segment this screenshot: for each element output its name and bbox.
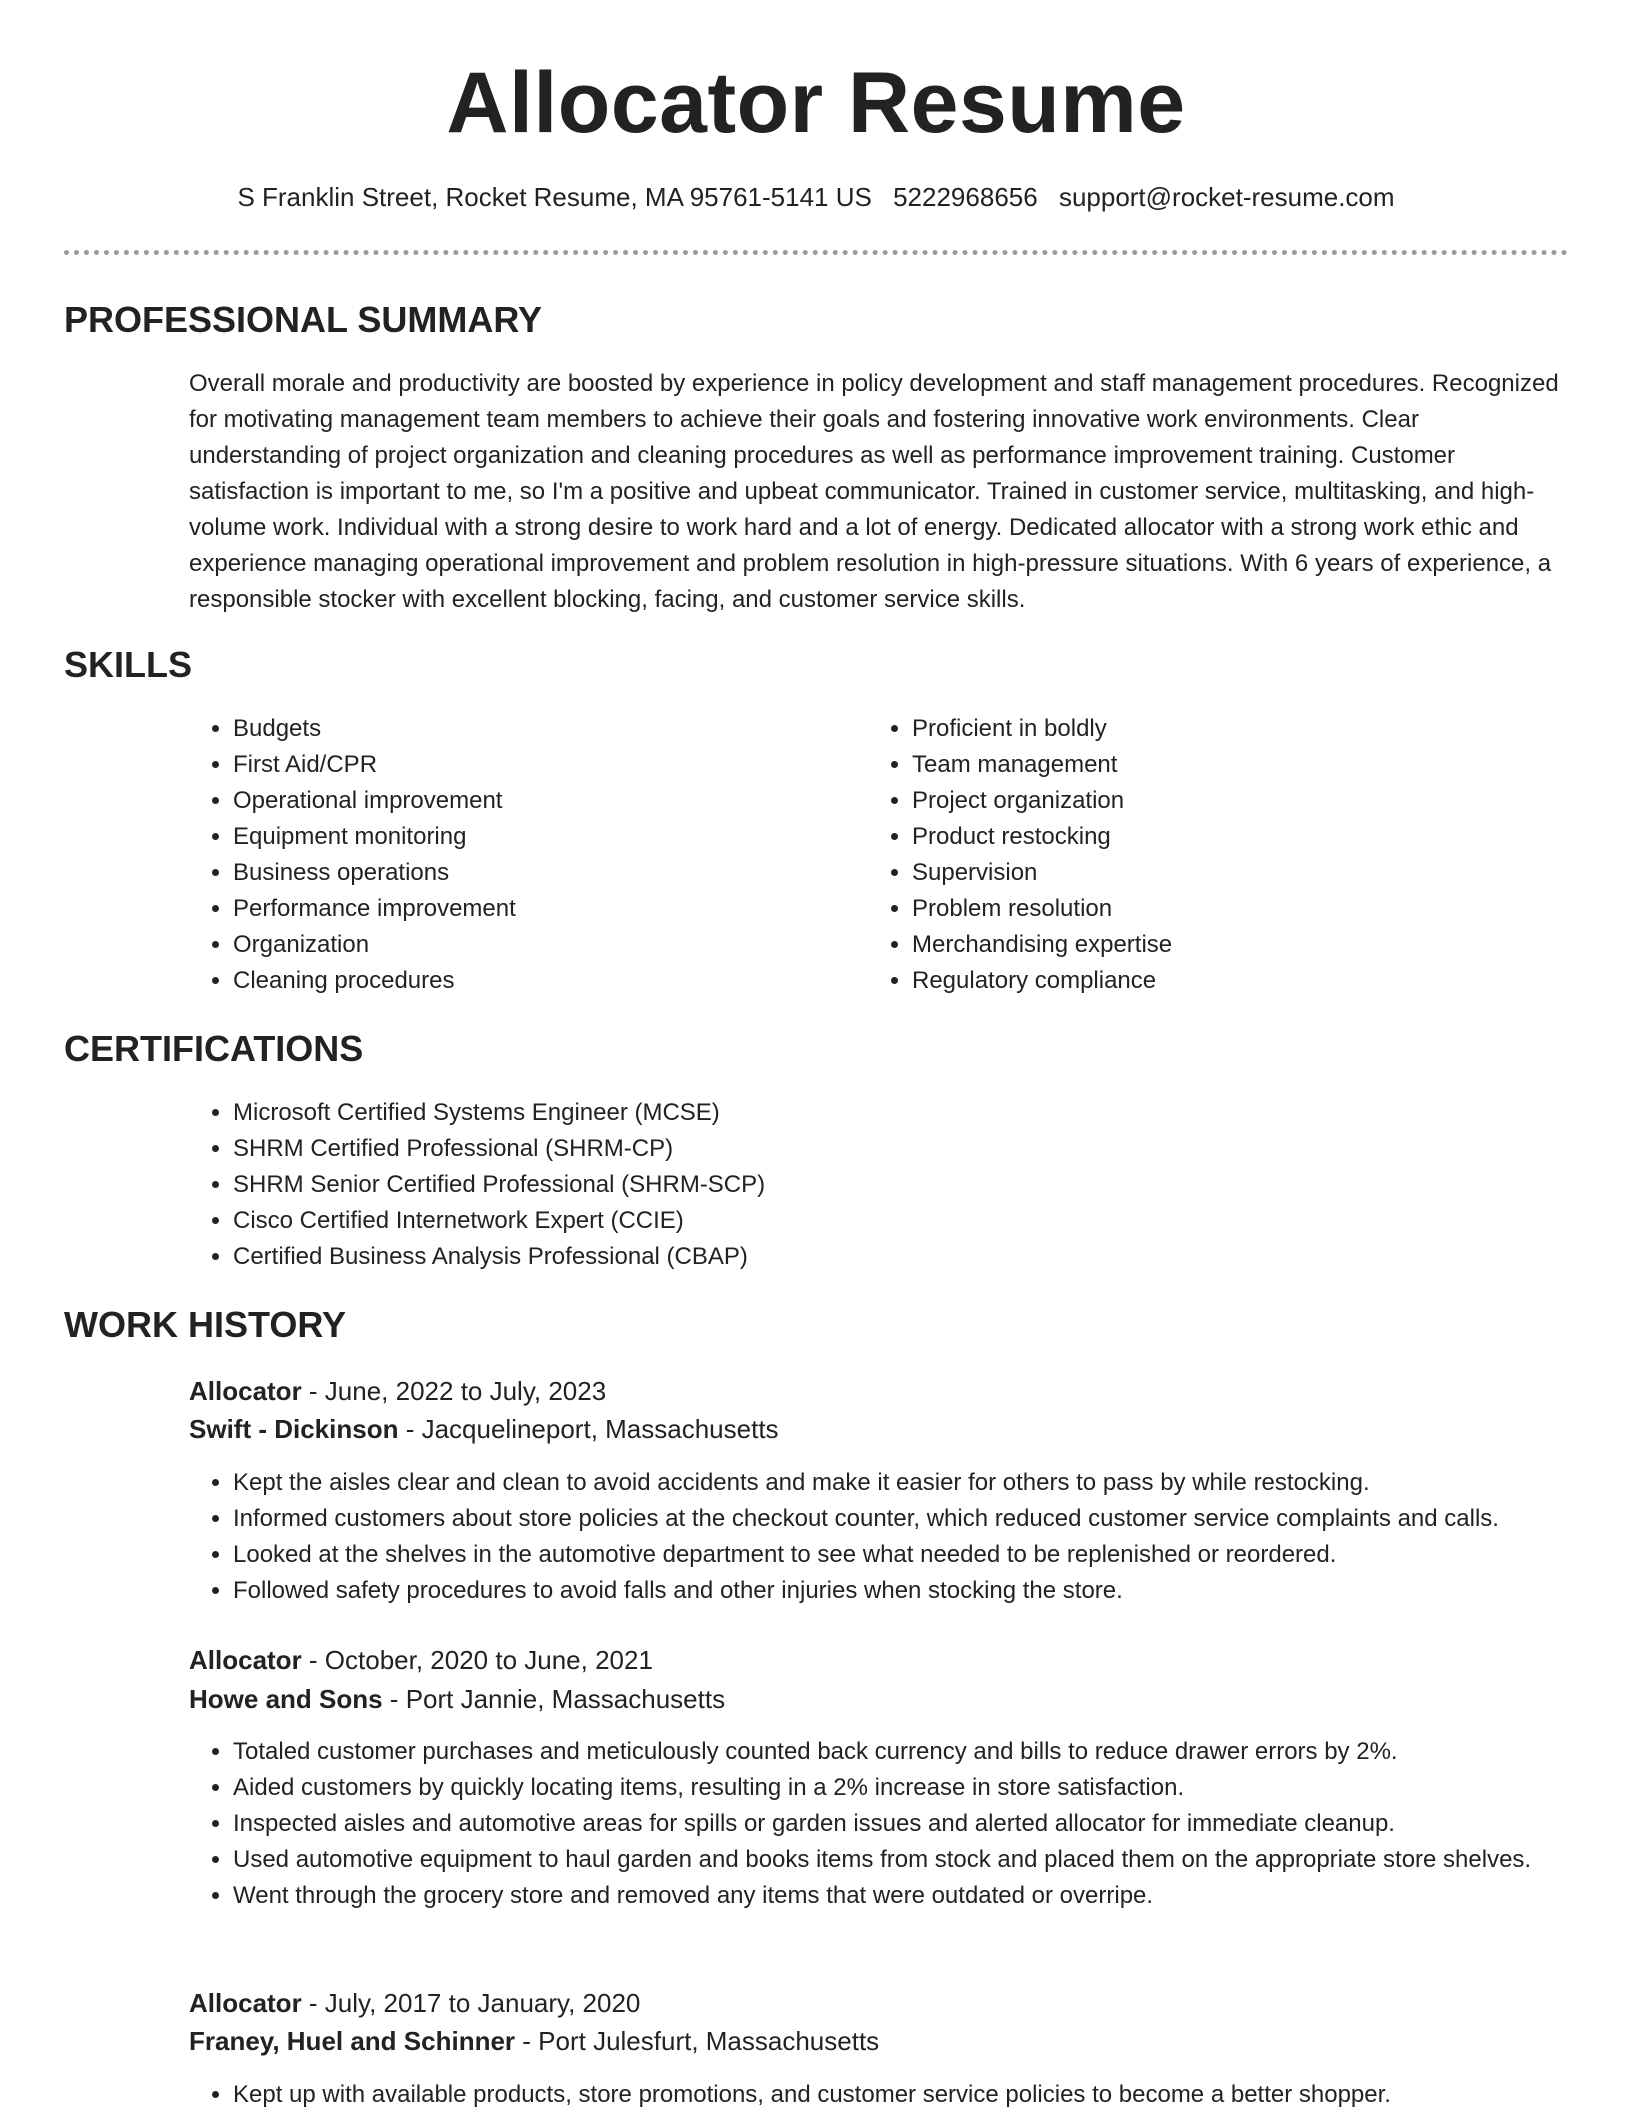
skill-item: • Budgets xyxy=(233,711,853,747)
job-company-line: Howe and Sons - Port Jannie, Massachusetts xyxy=(189,1684,726,1714)
job-bullet: • Kept the aisles clear and clean to avoid accidents and make it easier for others to pass by while restocking. xyxy=(233,1465,1632,1501)
job-company: Swift - Dickinson xyxy=(189,1414,399,1444)
job-title: Allocator xyxy=(189,1645,302,1675)
certification-item: • Certified Business Analysis Professional (CBAP) xyxy=(233,1239,1613,1275)
summary-text: Overall morale and productivity are boosted by experience in policy development and staff management procedures. Recognized for motivating management team members to achieve their goals and fostering innovative work environments. Clear understanding of project organization and cleaning procedures as well as performance improvement training. Customer satisfaction is important to me, so I'm a positive and upbeat communicator. Trained in customer service, multitasking, and high-volume work. Individual with a strong desire to work hard and a lot of energy. Dedicated allocator with a strong work ethic and experience managing operational improvement and problem resolution in high-pressure situations. With 6 years of experience, a responsible stocker with excellent blocking, facing, and customer service skills. xyxy=(189,370,1559,613)
job-bullet: • Went through the grocery store and removed any items that were outdated or overripe. xyxy=(233,1878,1613,1914)
job-bullet: • Used automotive equipment to haul garden and books items from stock and placed them on the appropriate store shelves. xyxy=(233,1842,1613,1878)
skill-item: • Project organization xyxy=(912,783,1532,819)
contact-address: S Franklin Street, Rocket Resume, MA 95761-5141 US xyxy=(237,182,872,212)
skill-item: • Equipment monitoring xyxy=(233,819,853,855)
job-title: Allocator xyxy=(189,1988,302,2018)
skills-list-left xyxy=(189,711,853,999)
job-title-line: Allocator - October, 2020 to June, 2021 xyxy=(189,1645,653,1675)
job-location: Jacquelineport, Massachusetts xyxy=(421,1414,779,1444)
skill-item: • Performance improvement xyxy=(233,891,853,927)
job-bullet: • Inspected aisles and automotive areas for spills or garden issues and alerted allocator for immediate cleanup. xyxy=(233,1806,1613,1842)
job-company-line: Franey, Huel and Schinner - Port Julesfurt, Massachusetts xyxy=(189,2026,880,2056)
skill-item: • Supervision xyxy=(912,855,1532,891)
job-company: Howe and Sons xyxy=(189,1684,383,1714)
job-title-line: Allocator - June, 2022 to July, 2023 xyxy=(189,1376,607,1406)
skill-item: • Product restocking xyxy=(912,819,1532,855)
job-location: Port Jannie, Massachusetts xyxy=(405,1684,726,1714)
job-bullets xyxy=(189,1734,1613,1914)
job-bullet: • Looked at the shelves in the automotive department to see what needed to be replenished or reordered. xyxy=(233,1537,1632,1573)
job-bullets xyxy=(189,2077,1613,2113)
job-bullet: • Followed safety procedures to avoid falls and other injuries when stocking the store. xyxy=(233,1573,1632,1609)
certification-item: • Cisco Certified Internetwork Expert (CCIE) xyxy=(233,1203,1613,1239)
skills-list-right xyxy=(868,711,1532,999)
job-dates: July, 2017 to January, 2020 xyxy=(324,1988,641,2018)
skills-heading: SKILLS xyxy=(64,644,193,685)
certification-item: • Microsoft Certified Systems Engineer (MCSE) xyxy=(233,1095,1613,1131)
skill-item: • First Aid/CPR xyxy=(233,747,853,783)
skill-item: • Regulatory compliance xyxy=(912,963,1532,999)
job-location: Port Julesfurt, Massachusetts xyxy=(538,2026,880,2056)
contact-phone: 5222968656 xyxy=(893,182,1038,212)
job-title: Allocator xyxy=(189,1376,302,1406)
skill-item: • Organization xyxy=(233,927,853,963)
job-dates: October, 2020 to June, 2021 xyxy=(324,1645,653,1675)
skill-item: • Team management xyxy=(912,747,1532,783)
job-bullet: • Informed customers about store policies at the checkout counter, which reduced customer service complaints and calls. xyxy=(233,1501,1632,1537)
skill-item: • Cleaning procedures xyxy=(233,963,853,999)
job-company: Franey, Huel and Schinner xyxy=(189,2026,516,2056)
job-company-line: Swift - Dickinson - Jacquelineport, Massachusetts xyxy=(189,1414,779,1444)
certifications-list xyxy=(189,1095,1613,1275)
skill-item: • Operational improvement xyxy=(233,783,853,819)
summary-heading: PROFESSIONAL SUMMARY xyxy=(64,299,543,340)
skill-item: • Merchandising expertise xyxy=(912,927,1532,963)
job-title-line: Allocator - July, 2017 to January, 2020 xyxy=(189,1988,641,2018)
contact-email: support@rocket-resume.com xyxy=(1058,182,1395,212)
job-bullet: • Aided customers by quickly locating items, resulting in a 2% increase in store satisfaction. xyxy=(233,1770,1613,1806)
job-bullet: • Kept up with available products, store promotions, and customer service policies to become a better shopper. xyxy=(233,2077,1613,2113)
skill-item: • Proficient in boldly xyxy=(912,711,1532,747)
resume-title: Allocator Resume xyxy=(446,55,1186,151)
work-history-heading: WORK HISTORY xyxy=(64,1304,347,1345)
job-dates: June, 2022 to July, 2023 xyxy=(324,1376,607,1406)
contact-line xyxy=(0,182,1632,213)
certification-item: • SHRM Senior Certified Professional (SHRM-SCP) xyxy=(233,1167,1613,1203)
header-divider xyxy=(64,250,1568,255)
certification-item: • SHRM Certified Professional (SHRM-CP) xyxy=(233,1131,1613,1167)
skill-item: • Business operations xyxy=(233,855,853,891)
certifications-heading: CERTIFICATIONS xyxy=(64,1028,364,1069)
job-bullet: • Totaled customer purchases and meticulously counted back currency and bills to reduce drawer errors by 2%. xyxy=(233,1734,1613,1770)
skill-item: • Problem resolution xyxy=(912,891,1532,927)
job-bullets xyxy=(189,1465,1632,1609)
